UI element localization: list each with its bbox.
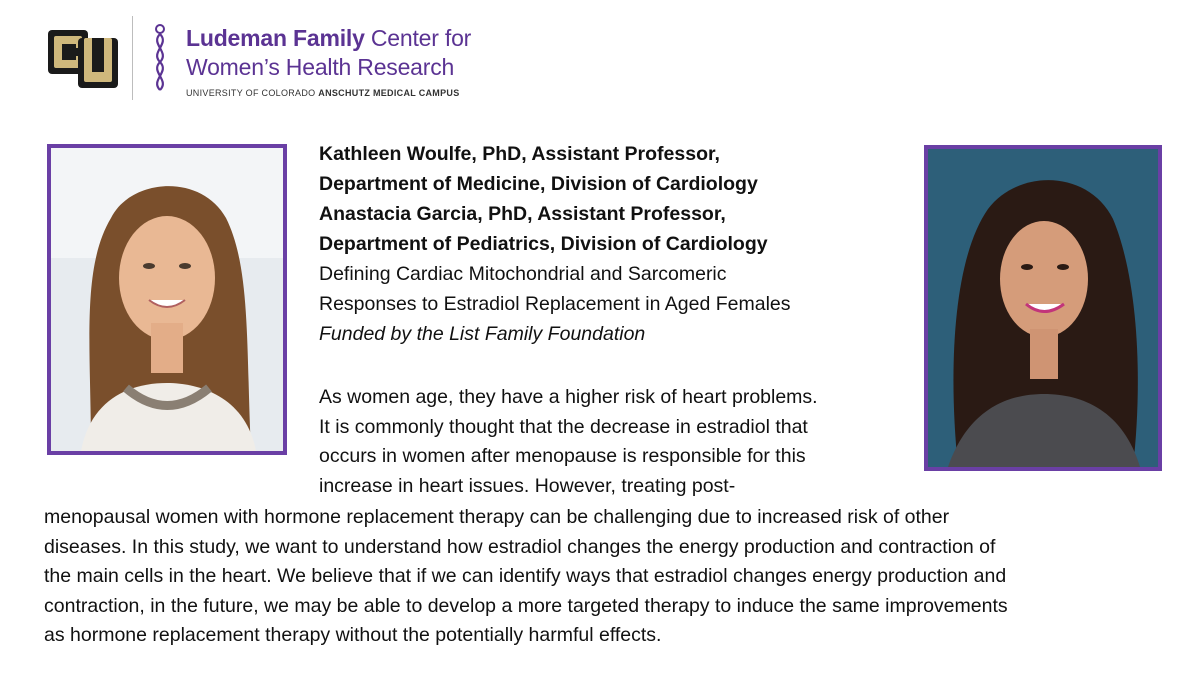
- description-line: the main cells in the heart. We believe that if we can identify ways that estradiol changes energy production and: [44, 565, 1007, 587]
- description-line: menopausal women with hormone replacement therapy can be challenging due to increased risk of other: [44, 506, 950, 528]
- description-line: diseases. In this study, we want to understand how estradiol changes the energy production and contraction of: [44, 535, 996, 558]
- cu-logo-icon: [46, 24, 120, 92]
- description-line: as hormone replacement therapy without the potentially harmful effects.: [44, 624, 662, 646]
- researcher-info: [319, 139, 909, 349]
- header-divider: [132, 16, 133, 100]
- ribbon-icon: [148, 22, 172, 94]
- project-title-line1: Defining Cardiac Mitochondrial and Sarcomeric: [319, 263, 727, 285]
- researcher-2-department: Department of Pediatrics, Division of Cardiology: [319, 233, 768, 255]
- description-line: occurs in women after menopause is responsible for this: [319, 445, 806, 467]
- org-name-line2: Women’s Health Research: [186, 54, 455, 80]
- researcher-1-department: Department of Medicine, Division of Cardiology: [319, 173, 758, 195]
- photo-anastacia-garcia: [924, 145, 1162, 471]
- photo-kathleen-woulfe: [47, 144, 287, 455]
- funding-line: Funded by the List Family Foundation: [319, 323, 646, 345]
- researcher-1-name: Kathleen Woulfe, PhD, Assistant Professor,: [319, 143, 720, 165]
- description-line: As women age, they have a higher risk of heart problems.: [319, 386, 818, 408]
- campus-name: UNIVERSITY OF COLORADO ANSCHUTZ MEDICAL CAMPUS: [186, 88, 460, 98]
- description-body: [44, 503, 1184, 651]
- researcher-2-name: Anastacia Garcia, PhD, Assistant Professor,: [319, 203, 726, 225]
- description-line: It is commonly thought that the decrease in estradiol that: [319, 415, 808, 438]
- header: [40, 14, 510, 104]
- org-name: Ludeman Family Center for: [186, 25, 472, 51]
- description-line: increase in heart issues. However, treating post-: [319, 474, 736, 497]
- project-title-line2: Responses to Estradiol Replacement in Aged Females: [319, 293, 791, 315]
- description-intro: [319, 383, 909, 501]
- description-line: contraction, in the future, we may be able to develop a more targeted therapy to induce the same improvements: [44, 594, 1008, 617]
